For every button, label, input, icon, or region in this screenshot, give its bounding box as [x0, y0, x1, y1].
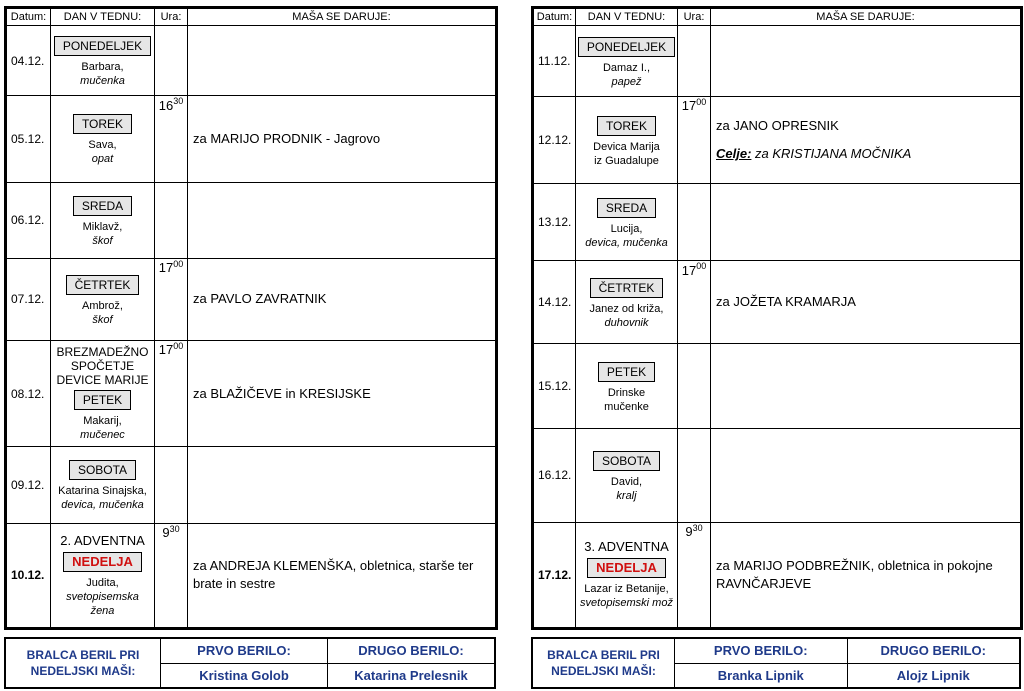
row-time	[678, 429, 711, 522]
feast-title-line: 3. ADVENTNA	[584, 539, 669, 555]
row-time	[155, 26, 188, 96]
first-reader-name: Branka Lipnik	[675, 663, 848, 688]
saint-role: kralj	[616, 489, 637, 502]
day-badge: PONEDELJEK	[54, 36, 151, 56]
saint-name: David,	[610, 475, 643, 488]
row-time	[678, 261, 711, 344]
row-mass	[711, 184, 1021, 261]
day-badge: SOBOTA	[593, 451, 660, 471]
saint-role: mučenec	[80, 429, 125, 442]
header-time: Ura:	[678, 9, 711, 26]
mass-intention: za JANO OPRESNIK	[716, 118, 839, 134]
saint-role: škof	[92, 234, 113, 247]
row-mass: za PAVLO ZAVRATNIK	[188, 258, 496, 340]
saint-role: devica, mučenka	[585, 236, 668, 249]
table-row	[534, 344, 1021, 429]
row-day-cell	[51, 96, 155, 182]
time-minute: 30	[173, 96, 184, 107]
row-mass	[188, 26, 496, 96]
row-date: 17.12.	[534, 522, 576, 627]
day-badge: PETEK	[598, 362, 655, 382]
saint-name: Katarina Sinajska,	[58, 485, 147, 498]
table-row	[534, 97, 1021, 184]
row-time	[678, 26, 711, 97]
saint-role: devica, mučenka	[61, 499, 144, 512]
row-day-cell	[576, 344, 678, 429]
row-mass: za ANDREJA KLEMENŠKA, obletnica, starše ter brate in sestre	[188, 523, 496, 627]
time-hour: 17	[681, 262, 697, 278]
day-badge: PONEDELJEK	[578, 37, 675, 57]
saint-name: Sava,	[88, 139, 117, 152]
row-date: 04.12.	[7, 26, 51, 96]
row-mass: za JOŽETA KRAMARJA	[711, 261, 1021, 344]
row-date: 13.12.	[534, 184, 576, 261]
row-date: 14.12.	[534, 261, 576, 344]
time-hour: 17	[158, 342, 174, 358]
left-schedule-table	[4, 6, 498, 630]
row-mass: za MARIJO PODBREŽNIK, obletnica in pokojne RAVNČARJEVE	[711, 522, 1021, 627]
day-badge: PETEK	[74, 390, 131, 410]
header-mass: MAŠA SE DARUJE:	[711, 9, 1021, 26]
header-day: DAN V TEDNU:	[51, 9, 155, 26]
saint-name: Miklavž,	[82, 220, 123, 233]
saint-name: Judita,	[86, 576, 119, 589]
saint-role: svetopisemski mož	[580, 597, 673, 610]
first-reading-title: PRVO BERILO:	[161, 639, 328, 664]
row-mass	[711, 344, 1021, 429]
right-schedule-table	[531, 6, 1023, 630]
time-minute: 00	[696, 97, 707, 108]
row-time	[678, 97, 711, 184]
row-mass	[711, 26, 1021, 97]
row-day-cell	[576, 429, 678, 522]
saint-role: mučenka	[80, 75, 125, 88]
time-hour: 9	[162, 524, 170, 540]
day-badge: SREDA	[597, 198, 656, 218]
second-reader-name: Katarina Prelesnik	[328, 663, 495, 688]
saint-role: opat	[91, 153, 114, 166]
table-row	[534, 184, 1021, 261]
saint-name: Damaz I.,	[602, 61, 651, 74]
saint-name: mučenke	[604, 400, 649, 413]
row-day-cell	[51, 26, 155, 96]
row-time	[155, 447, 188, 523]
feast-title-line: SPOČETJE	[70, 359, 135, 374]
table-row	[534, 429, 1021, 522]
row-day-cell	[576, 261, 678, 344]
readers-label: BRALCA BERIL PRI NEDELJSKI MAŠI:	[533, 639, 675, 688]
table-row	[534, 522, 1021, 627]
row-mass	[711, 97, 1021, 184]
row-day-cell	[51, 182, 155, 258]
row-time	[155, 523, 188, 627]
feast-title-line: BREZMADEŽNO	[56, 345, 149, 360]
saint-name: Lucija,	[610, 222, 643, 235]
row-date: 08.12.	[7, 341, 51, 447]
second-reader-name: Alojz Lipnik	[847, 663, 1020, 688]
row-date: 16.12.	[534, 429, 576, 522]
table-row	[7, 26, 496, 96]
header-date: Datum:	[7, 9, 51, 26]
row-date: 11.12.	[534, 26, 576, 97]
saint-name: Barbara,	[81, 61, 124, 74]
table-row	[7, 182, 496, 258]
row-time	[678, 344, 711, 429]
row-time	[155, 96, 188, 182]
saint-role: žena	[90, 604, 115, 617]
saint-name: Janez od križa,	[589, 302, 664, 315]
second-reading-title: DRUGO BERILO:	[847, 639, 1020, 664]
row-day-cell	[576, 184, 678, 261]
day-badge: SOBOTA	[69, 460, 136, 480]
sunday-day-badge: NEDELJA	[63, 552, 142, 572]
saint-name: Ambrož,	[82, 299, 123, 312]
row-time	[678, 522, 711, 627]
row-day-cell	[51, 258, 155, 340]
saint-name: Devica Marija	[593, 140, 660, 153]
left-readers-table	[4, 637, 496, 689]
row-date: 05.12.	[7, 96, 51, 182]
saint-name: Drinske	[607, 386, 646, 399]
row-time	[155, 341, 188, 447]
row-day-cell	[51, 341, 155, 447]
saint-name: Lazar iz Betanije,	[584, 583, 669, 596]
table-row	[7, 523, 496, 627]
row-mass	[188, 182, 496, 258]
readers-label: BRALCA BERIL PRI NEDELJSKI MAŠI:	[6, 639, 161, 688]
time-minute: 00	[173, 258, 184, 269]
table-row	[534, 261, 1021, 344]
time-hour: 17	[158, 260, 174, 276]
table-row	[534, 26, 1021, 97]
row-date: 09.12.	[7, 447, 51, 523]
table-row	[7, 447, 496, 523]
row-mass: za BLAŽIČEVE in KRESIJSKE	[188, 341, 496, 447]
first-reader-name: Kristina Golob	[161, 663, 328, 688]
row-day-cell	[576, 97, 678, 184]
row-date: 06.12.	[7, 182, 51, 258]
feast-title-line: 2. ADVENTNA	[60, 532, 145, 548]
saint-name: iz Guadalupe	[594, 154, 659, 167]
row-date: 07.12.	[7, 258, 51, 340]
row-day-cell	[51, 523, 155, 627]
row-date: 12.12.	[534, 97, 576, 184]
table-row	[7, 96, 496, 182]
time-minute: 00	[173, 341, 184, 352]
table-row	[7, 341, 496, 447]
day-badge: ČETRTEK	[590, 278, 664, 298]
row-mass	[711, 429, 1021, 522]
header-mass: MAŠA SE DARUJE:	[188, 9, 496, 26]
row-day-cell	[51, 447, 155, 523]
table-row	[7, 258, 496, 340]
saint-role: duhovnik	[604, 316, 649, 329]
saint-name: Makarij,	[83, 415, 122, 428]
row-mass: za MARIJO PRODNIK - Jagrovo	[188, 96, 496, 182]
day-badge: TOREK	[597, 116, 656, 136]
row-day-cell	[576, 26, 678, 97]
row-time	[155, 258, 188, 340]
right-readers-table	[531, 637, 1021, 689]
row-day-cell	[576, 522, 678, 627]
row-mass	[188, 447, 496, 523]
time-minute: 00	[696, 261, 707, 272]
feast-title-line: DEVICE MARIJE	[56, 373, 149, 388]
day-badge: ČETRTEK	[66, 275, 140, 295]
header-time: Ura:	[155, 9, 188, 26]
time-minute: 30	[692, 522, 703, 533]
day-badge: TOREK	[73, 114, 132, 134]
saint-role: svetopisemska	[66, 590, 139, 603]
celje-intention: za KRISTIJANA MOČNIKA	[755, 146, 912, 162]
time-hour: 9	[685, 523, 693, 539]
first-reading-title: PRVO BERILO:	[675, 639, 848, 664]
row-time	[155, 182, 188, 258]
time-hour: 16	[158, 97, 174, 113]
header-day: DAN V TEDNU:	[576, 9, 678, 26]
saint-role: škof	[92, 313, 113, 326]
second-reading-title: DRUGO BERILO:	[328, 639, 495, 664]
day-badge: SREDA	[73, 196, 132, 216]
celje-label: Celje:	[716, 146, 752, 162]
time-minute: 30	[169, 523, 180, 534]
header-date: Datum:	[534, 9, 576, 26]
sunday-day-badge: NEDELJA	[587, 558, 666, 578]
time-hour: 17	[681, 98, 697, 114]
mass-intention-celje	[716, 145, 1020, 163]
saint-role: papež	[611, 75, 642, 88]
row-date: 15.12.	[534, 344, 576, 429]
row-date: 10.12.	[7, 523, 51, 627]
row-time	[678, 184, 711, 261]
